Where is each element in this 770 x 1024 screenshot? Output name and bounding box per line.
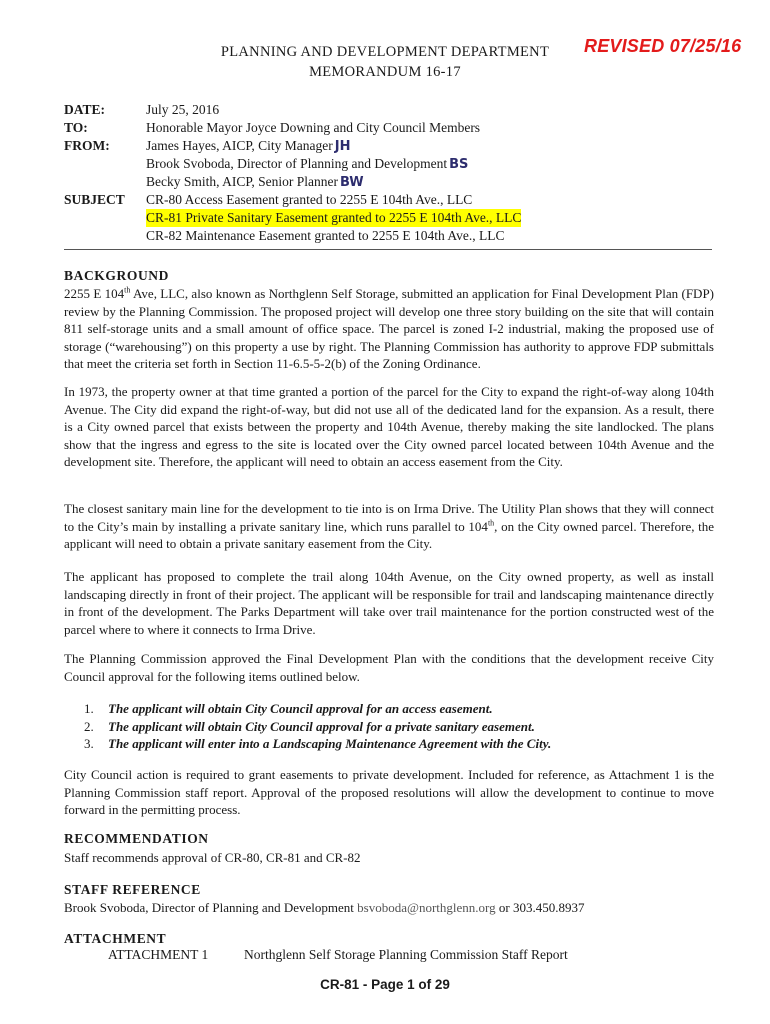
to-value: Honorable Mayor Joyce Downing and City Council Members bbox=[146, 120, 481, 135]
list-number: 1. bbox=[84, 701, 94, 716]
email-link[interactable]: bsvoboda@northglenn.org bbox=[357, 900, 496, 915]
header-divider bbox=[64, 249, 712, 250]
subject-item: CR-82 Maintenance Easement granted to 2255 E 104th Ave., LLC bbox=[146, 228, 505, 243]
attachment-title: Northglenn Self Storage Planning Commission Staff Report bbox=[244, 947, 568, 962]
attachment-label: ATTACHMENT 1 bbox=[108, 947, 209, 962]
background-paragraph-6: City Council action is required to grant easements to private development. Included for reference, as Attachment 1 is the Planning Commission staff report. Approval of the proposed resolutions will allow the development to continue to move forward in the permitting process. bbox=[64, 767, 714, 817]
superscript: th bbox=[487, 518, 495, 528]
from-label: FROM: bbox=[64, 138, 110, 153]
from-person bbox=[146, 137, 350, 156]
recommendation-heading: RECOMMENDATION bbox=[64, 831, 209, 846]
attachment-row bbox=[108, 947, 568, 963]
text-run: Ave, LLC, also known as Northglenn Self Storage, submitted an application for Final Development Plan (FDP) review by the Planning Commission. The proposed project will develop one three story building on the site that will contain 811 self-storage units and a small amount of office space. The parcel is zoned I-2 industrial, making the proposed use of storage (“warehousing”) on this property a use by right. The Planning Commission has authority to approve FDP submittals that meet the criteria set forth in Section 11-6.5-5-2(b) of the Zoning Ordinance. bbox=[64, 286, 714, 371]
from-name: Brook Svoboda, Director of Planning and Development bbox=[146, 156, 448, 171]
background-paragraph-3 bbox=[64, 500, 714, 553]
list-item bbox=[84, 700, 551, 718]
from-name: James Hayes, AICP, City Manager bbox=[146, 138, 333, 153]
to-label: TO: bbox=[64, 120, 88, 135]
staff-reference-heading: STAFF REFERENCE bbox=[64, 882, 201, 897]
superscript: th bbox=[124, 285, 131, 295]
attachment-heading: ATTACHMENT bbox=[64, 931, 167, 946]
page-footer: CR-81 - Page 1 of 29 bbox=[320, 977, 450, 992]
date-value: July 25, 2016 bbox=[146, 102, 220, 117]
list-number: 3. bbox=[84, 736, 94, 751]
staff-reference-text bbox=[64, 899, 714, 917]
memo-number: MEMORANDUM 16-17 bbox=[309, 64, 461, 80]
conditions-list bbox=[84, 700, 551, 753]
signature-initials: JH bbox=[334, 139, 351, 154]
signature-initials: BW bbox=[340, 175, 364, 190]
text-run: 2255 E 104 bbox=[64, 286, 125, 301]
background-paragraph-4: The applicant has proposed to complete the trail along 104th Avenue, on the City owned property, as well as install landscaping directly in front of their project. The applicant will be responsible for trail and landscaping maintenance directly in front of the development. The Parks Department will take over trail maintenance for the portion constructed west of the parcel where to where it connects to Irma Drive. bbox=[64, 569, 714, 637]
list-number: 2. bbox=[84, 718, 94, 734]
text-run: or 303.450.8937 bbox=[495, 900, 585, 915]
from-person bbox=[146, 173, 364, 192]
background-paragraph-1 bbox=[64, 285, 714, 373]
background-paragraph-2: In 1973, the property owner at that time granted a portion of the parcel for the City to expand the right-of-way along 104th Avenue. The City did expand the right-of-way, but did not use all of the dedicated land for the expansion. As a result, there is a City owned parcel that exists between the property and 104th Avenue, thereby making the site landlocked. The plans show that the ingress and egress to the site is located over the City owned parcel located between 104th Avenue and the development site. Therefore, the applicant will need to obtain an access easement from the City. bbox=[64, 384, 714, 469]
subject-item-highlighted: CR-81 Private Sanitary Easement granted to 2255 E 104th Ave., LLC bbox=[146, 210, 522, 225]
list-item bbox=[84, 718, 551, 736]
subject-item: CR-80 Access Easement granted to 2255 E 104th Ave., LLC bbox=[146, 192, 473, 207]
text-run: , on the City owned parcel. Therefore, the applicant will need to obtain a private sanitary easement from the City. bbox=[64, 518, 714, 551]
background-heading: BACKGROUND bbox=[64, 268, 170, 283]
background-paragraph-5: The Planning Commission approved the Final Development Plan with the conditions that the development receive City Council approval for the following items outlined below. bbox=[64, 651, 714, 684]
text-run: Brook Svoboda, Director of Planning and Development bbox=[64, 900, 358, 915]
list-text: The applicant will enter into a Landscaping Maintenance Agreement with the City. bbox=[108, 736, 552, 751]
from-person bbox=[146, 155, 468, 174]
revised-stamp: REVISED 07/25/16 bbox=[584, 36, 742, 56]
list-text: The applicant will obtain City Council approval for a private sanitary easement. bbox=[108, 718, 535, 734]
list-item bbox=[84, 735, 551, 753]
list-text: The applicant will obtain City Council approval for an access easement. bbox=[108, 701, 493, 716]
department-title: PLANNING AND DEVELOPMENT DEPARTMENT bbox=[220, 44, 550, 60]
from-name: Becky Smith, AICP, Senior Planner bbox=[146, 174, 338, 189]
subject-label: SUBJECT bbox=[64, 192, 125, 207]
signature-initials: BS bbox=[449, 157, 469, 172]
recommendation-text: Staff recommends approval of CR-80, CR-81 and CR-82 bbox=[64, 850, 361, 865]
text-run: The closest sanitary main line for the development to tie into is on Irma Drive. The Utility Plan shows that they will connect to the City’s main by installing a private sanitary line, which runs parallel to 104 bbox=[64, 501, 714, 534]
date-label: DATE: bbox=[64, 102, 106, 117]
